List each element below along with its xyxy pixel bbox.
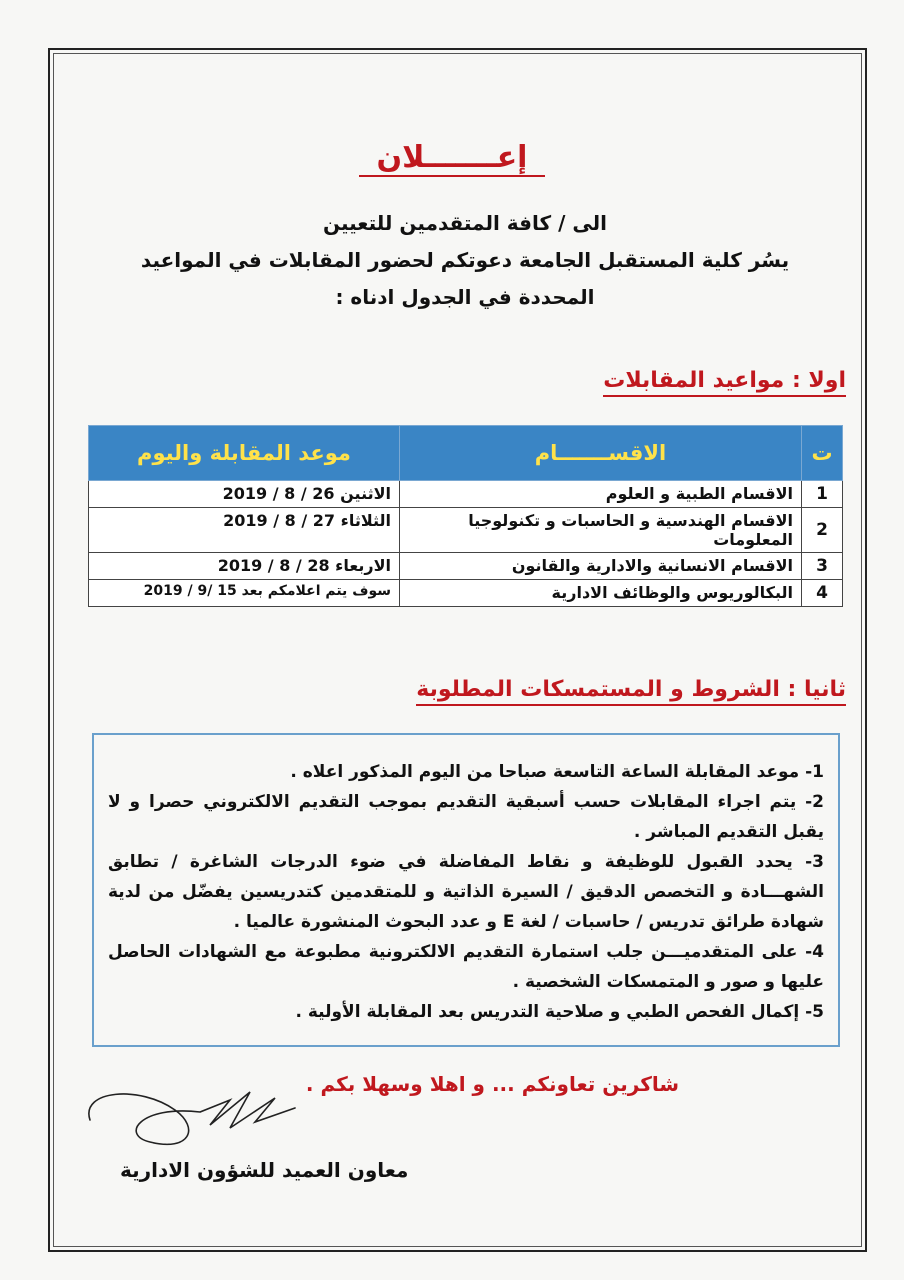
closing-thanks: شاكرين تعاونكم ... و اهلا وسهلا بكم . xyxy=(305,1072,679,1096)
intro-line-2: يسُر كلية المستقبل الجامعة دعوتكم لحضور المقابلات في المواعيد xyxy=(140,248,790,272)
row-date: سوف يتم اعلامكم بعد 15 /9 / 2019 xyxy=(89,580,400,607)
requirement-item: 4- على المتقدميـــن جلب استمارة التقديم الالكترونية مطبوعة مع الشهادات الحاصل عليها و صور و المتمسكات الشخصية . xyxy=(108,942,824,992)
requirement-item: 5- إكمال الفحص الطبي و صلاحية التدريس بعد المقابلة الأولية . xyxy=(295,1002,824,1022)
table-row xyxy=(89,553,843,580)
row-date: الثلاثاء 27 / 8 / 2019 xyxy=(89,508,400,553)
intro-line-3: المحددة في الجدول ادناه : xyxy=(335,285,595,309)
requirements-box xyxy=(92,733,840,1047)
intro-paragraph xyxy=(100,205,830,316)
table-row xyxy=(89,481,843,508)
row-department: البكالوريوس والوظائف الادارية xyxy=(400,580,802,607)
requirement-item: 2- يتم اجراء المقابلات حسب أسبقية التقديم بموجب التقديم الالكتروني حصرا و لا يقبل التقديم المباشر . xyxy=(108,792,824,842)
requirement-item: 1- موعد المقابلة الساعة التاسعة صباحا من اليوم المذكور اعلاه . xyxy=(290,762,824,782)
table-row xyxy=(89,508,843,553)
requirement-item: 3- يحدد القبول للوظيفة و نقاط المفاضلة في ضوء الدرجات الشاغرة / تطابق الشهـــادة و التخصص الدقيق / السيرة الذاتية و للمتقدمين كتدريسين يفضّل من لدية شهادة طرائق تدريس / حاسبات / لغة E و عدد البحوث المنشورة عالميا . xyxy=(108,852,824,932)
header-number: ت xyxy=(802,426,843,481)
row-department: الاقسام الهندسية و الحاسبات و تكنولوجيا المعلومات xyxy=(400,508,802,553)
row-department: الاقسام الطبية و العلوم xyxy=(400,481,802,508)
row-number: 3 xyxy=(802,553,843,580)
row-number: 4 xyxy=(802,580,843,607)
row-number: 1 xyxy=(802,481,843,508)
table-header-row xyxy=(89,426,843,481)
row-date: الاثنين 26 / 8 / 2019 xyxy=(89,481,400,508)
announcement-title: إعـــــــلان xyxy=(0,140,904,175)
handwritten-signature xyxy=(80,1080,300,1155)
section-heading-schedule: اولا : مواعيد المقابلات xyxy=(603,368,846,397)
row-number: 2 xyxy=(802,508,843,553)
table-row xyxy=(89,580,843,607)
header-date: موعد المقابلة واليوم xyxy=(89,426,400,481)
schedule-table xyxy=(88,425,843,607)
row-department: الاقسام الانسانية والادارية والقانون xyxy=(400,553,802,580)
row-date: الاربعاء 28 / 8 / 2019 xyxy=(89,553,400,580)
signer-title: معاون العميد للشؤون الادارية xyxy=(120,1158,409,1182)
header-departments: الاقســـــــام xyxy=(400,426,802,481)
section-heading-requirements: ثانيا : الشروط و المستمسكات المطلوبة xyxy=(416,677,846,706)
intro-line-1: الى / كافة المتقدمين للتعيين xyxy=(322,211,607,235)
